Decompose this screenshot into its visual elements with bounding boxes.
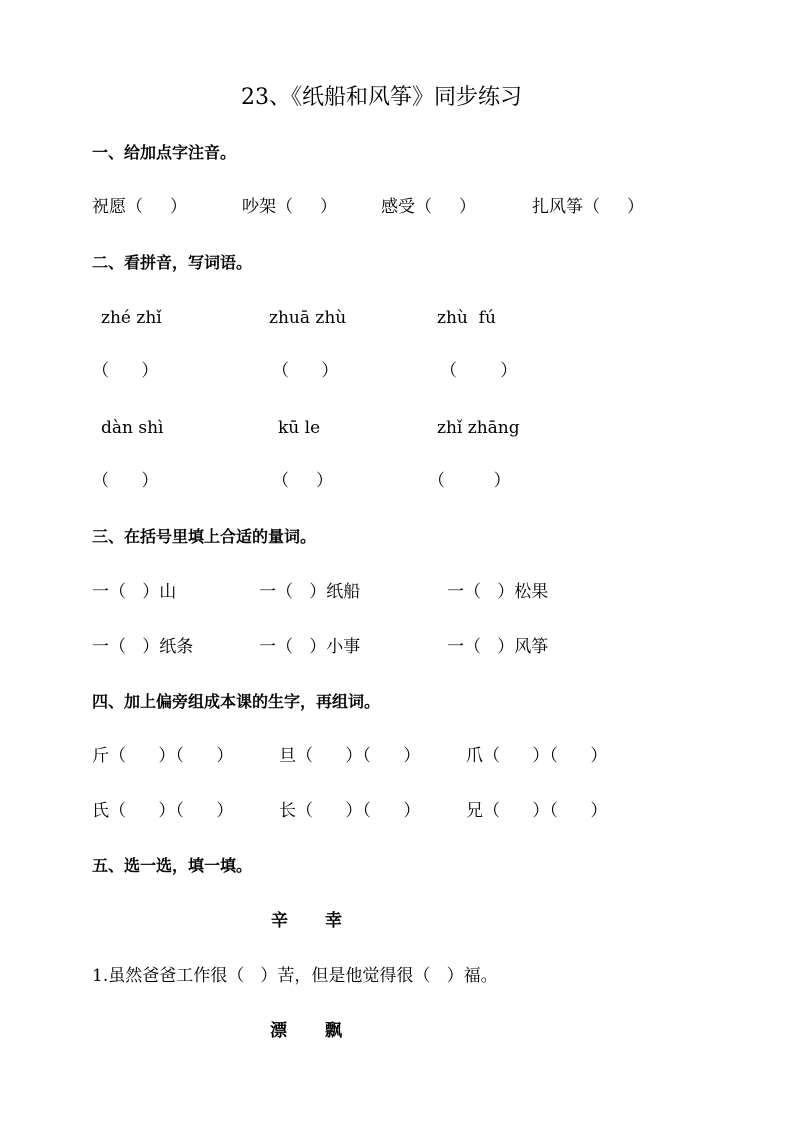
measure-word-item: 一（ ）小事 — [259, 637, 361, 657]
section-heading-3: 三、在括号里填上合适的量词。 — [92, 527, 317, 546]
pinyin-item: zhé zhǐ — [101, 308, 162, 328]
radical-item: 旦（ ）（ ） — [279, 746, 421, 766]
page-title: 23、《纸船和风筝》同步练习 — [241, 85, 522, 110]
section-heading-4: 四、加上偏旁组成本课的生字，再组词。 — [92, 692, 381, 711]
s1-item: 扎风筝（ ） — [532, 197, 645, 217]
answer-blank: （ ） — [92, 471, 159, 491]
answer-blank: （ ） — [272, 471, 334, 491]
measure-word-item: 一（ ）纸条 — [92, 637, 194, 657]
answer-blank: （ ） — [428, 471, 511, 491]
choice-char: 飘 — [325, 1021, 342, 1041]
choice-char: 幸 — [325, 911, 342, 931]
section-heading-2: 二、看拼音，写词语。 — [92, 253, 253, 272]
pinyin-item: zhuā zhù — [269, 308, 347, 328]
answer-blank: （ ） — [92, 361, 159, 381]
radical-item: 氏（ ）（ ） — [92, 801, 234, 821]
radical-item: 爪（ ）（ ） — [466, 746, 608, 766]
radical-item: 兄（ ）（ ） — [466, 801, 608, 821]
pinyin-item: zhù fú — [437, 308, 496, 328]
section-heading-1: 一、给加点字注音。 — [92, 143, 237, 162]
pinyin-item: zhǐ zhāng — [437, 418, 520, 438]
radical-item: 斤（ ）（ ） — [92, 746, 234, 766]
pinyin-item: kū le — [278, 418, 321, 438]
choice-char: 辛 — [271, 911, 288, 931]
s1-item: 吵架（ ） — [242, 197, 338, 217]
section-heading-5: 五、选一选，填一填。 — [92, 856, 253, 875]
answer-blank: （ ） — [440, 361, 518, 381]
pinyin-item: dàn shì — [101, 418, 164, 438]
measure-word-item: 一（ ）山 — [92, 582, 177, 602]
fill-sentence: 1.虽然爸爸工作很（ ）苦，但是他觉得很（ ）福。 — [92, 966, 498, 986]
choice-char: 漂 — [270, 1021, 287, 1041]
s1-item: 祝愿（ ） — [92, 197, 188, 217]
s1-item: 感受（ ） — [381, 197, 477, 217]
radical-item: 长（ ）（ ） — [279, 801, 421, 821]
answer-blank: （ ） — [272, 361, 339, 381]
measure-word-item: 一（ ）松果 — [447, 582, 549, 602]
measure-word-item: 一（ ）风筝 — [447, 637, 549, 657]
measure-word-item: 一（ ）纸船 — [259, 582, 361, 602]
